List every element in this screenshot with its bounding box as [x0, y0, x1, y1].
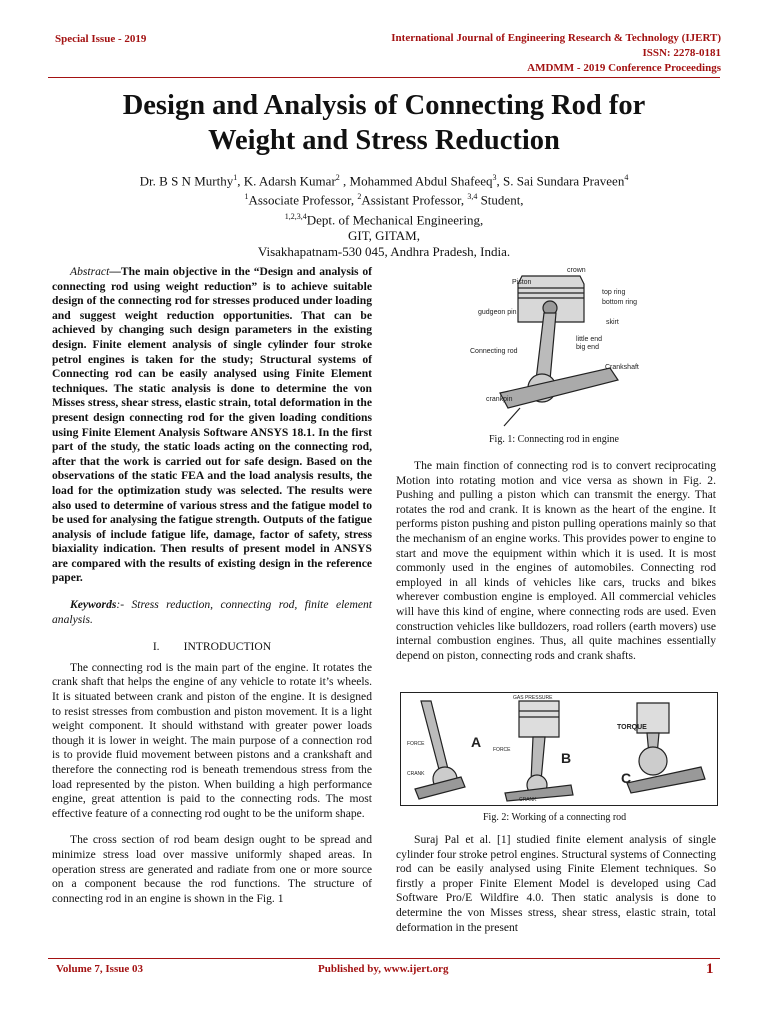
author-4-sup: 4 [624, 173, 629, 182]
fig2-label-torque: TORQUE [617, 724, 647, 731]
author-3-sup: 3 [492, 173, 497, 182]
fig2-b-piston [519, 701, 559, 737]
author-2: K. Adarsh Kumar [243, 173, 336, 189]
author-block [0, 170, 768, 260]
fig1-label-big-end: big end [576, 344, 599, 351]
author-roles: $^1$Associate Professor, $^2$Assistant Professor, $^{3,4}$ Student, [244, 192, 524, 208]
footer-page-number: 1 [706, 961, 714, 977]
author-city: Visakhapatnam-530 045, Andhra Pradesh, India. [257, 243, 511, 259]
fig1-crankpin [504, 408, 520, 426]
figure-1-caption: Fig. 1: Connecting rod in engine [489, 434, 619, 445]
fig2-label-gas: GAS PRESSURE [513, 695, 553, 701]
fig1-label-crown: crown [567, 267, 586, 274]
right-paragraph-2: Suraj Pal et al. [1] studied finite element analysis of single cylinder four stroke petrol engines. Structural systems of Connecting rod can be easily analysed using Finite Element techniques. So firstly a proper Finite Element Model is developed using Cad Software Pro/E Wildfire 4.0. Then static analysis is done to determine the von Misses stress, shear stress, elastic strain, total deformation in the present [396, 833, 716, 934]
figure-2-frame [400, 692, 718, 806]
fig2-label-force: FORCE [407, 741, 425, 747]
header-conference: AMDMM - 2019 Conference Proceedings [527, 62, 721, 74]
paper-title [0, 88, 768, 158]
fig1-label-crankpin: crankpin [486, 396, 513, 403]
fig1-label-conrod: Connecting rod [470, 348, 518, 355]
header-special-issue: Special Issue - 2019 [55, 33, 147, 45]
author-4: S. Sai Sundara Praveen [503, 173, 625, 189]
header-rule [48, 77, 720, 78]
fig2-label-a: A [471, 734, 482, 750]
left-column [52, 265, 372, 906]
fig1-rod [536, 313, 556, 380]
footer-rule [48, 958, 720, 959]
fig1-label-crankshaft: Crankshaft [605, 364, 639, 371]
fig2-label-c: C [621, 770, 632, 786]
title-line-1: Design and Analysis of Connecting Rod for [122, 90, 646, 121]
abstract-label: Abstract [70, 265, 110, 278]
fig1-label-gudgeon: gudgeon pin [478, 309, 517, 316]
section-title: INTRODUCTION [183, 640, 272, 654]
title-line-2: Weight and Stress Reduction [208, 125, 560, 156]
abstract [52, 265, 372, 586]
fig2-a-rod [421, 701, 449, 777]
fig1-label-top-ring: top ring [602, 289, 626, 296]
right-paragraph-1: The main finction of connecting rod is to convert reciprocating Motion into rotating motion and vice versa as shown in Fig. 2. Pushing and pulling a piston which can transmit the energy. That rotates the rod and crank. It is known as the heart of the engine. It performs piston pushing and piston pulling operations mainly so that the mechanism of an engine works. This provides power to engine to start and move the equipment within which it is used. It is most commonly used in the engines of automobiles. Connecting rod employed in all kinds of vehicles like cars, trucks and bikes wherever combustion engine is employed. All commercial vehicles will have this kind of engine, where connecting rods are used. Even construction vehicles like bulldozers, road rollers (earth movers) use internal combustion engines. Thus, all quite machines essentially depend on piston, connecting rods and crank shafts. [396, 459, 716, 662]
abstract-text: —The main objective in the “Design and analysis of connecting rod using weight reduction” is to achieve suitable design of the connecting rod for stresses produced under loading and suggest weight reduction opportunities. That can be achieved by changing such design parameters in the existing design. Finite element analysis of single cylinder four stroke petrol engines is taken for the study; Structural systems of Connecting rod can be easily analysed using Finite Element techniques. The static analysis is done to determine the von Misses stress, shear stress, elastic strain, total deformation in the present design connecting rod for the given loading conditions using Finite Element Analysis Software ANSYS 18.1. In the first part of the study, the static loads acting on the connecting rod, after that the work is carried out for safe design. Based on the observations of the static FEA and the load analysis results, the load for the optimization study was selected. The results were also used to determine of various stress and the fatigue model to be used for analysing the fatigue strength. Outputs of the fatigue analysis of include fatigue life, damage, factor of safety, stress biaxiality indication. Then results of present model in ANSYS are compared with the results of existing design in the reference paper. [52, 265, 372, 585]
keywords-label: Keywords [70, 598, 117, 612]
fig2-label-crank: CRANK [407, 771, 425, 777]
header-journal-info [391, 31, 721, 76]
fig2-label-force-2: FORCE [493, 747, 511, 753]
intro-paragraph-1: The connecting rod is the main part of the engine. It rotates the crank shaft that helps the engine of any vehicle to rotate it’s wheels. It is situated between crank and piston of the engine. It is designed to resist stresses from combustion and piston movement. It is a light weight component. It should withstand with greater power loads though it is lower in weight. The main purpose of a connection rod is to provide fluid movement between pistons and a crankshaft and therefore the connecting rod is beneath tremendous stress from the load represented by the piston. When building a high performance engine, great attention is paid to the connecting rods. The most effective feature of a connecting rod ought to be the uniform shape. [52, 660, 372, 820]
keywords [52, 598, 372, 627]
author-2-sup: 2 [335, 173, 340, 182]
section-number: I. [152, 640, 160, 654]
fig1-label-skirt: skirt [606, 319, 619, 326]
section-heading-intro [52, 640, 372, 655]
right-column-text-2 [396, 833, 716, 935]
fig1-crankshaft [500, 368, 618, 408]
fig1-label-piston: Piston [512, 279, 532, 286]
figure-1-connecting-rod-diagram [460, 258, 650, 428]
figure-2-caption: Fig. 2: Working of a connecting rod [483, 812, 627, 823]
author-1: Dr. B S N Murthy [139, 173, 234, 189]
footer-volume: Volume 7, Issue 03 [56, 963, 143, 975]
header-issn: ISSN: 2278-0181 [642, 47, 721, 59]
intro-paragraph-2: The cross section of rod beam design ought to be spread and minimize stress load over massive uniformly shaped areas. In operation stress are generated and radiate from one or more source on a component because the rod functions. The structure of connecting rod in an engine is shown in the Fig. 1 [52, 833, 372, 905]
keywords-text: :- Stress reduction, connecting rod, finite element analysis. [52, 598, 372, 626]
fig1-label-little-end: little end [576, 336, 603, 343]
author-1-sup: 1 [233, 173, 238, 182]
author-names: Dr. B S N Murthy$^1$, K. Adarsh Kumar$^2$ , Mohammed Abdul Shafeeq$^3$, S. Sai Sundara Praveen$^4$ [139, 173, 629, 189]
fig2-label-crank-2: CRANK [519, 797, 537, 803]
figure-2-working-diagram [401, 693, 717, 805]
fig1-label-bottom-ring: bottom ring [602, 299, 638, 306]
author-dept: $^{1,2,3,4}$Dept. of Mechanical Engineering, [284, 211, 484, 227]
header-journal-name: International Journal of Engineering Research & Technology (IJERT) [391, 32, 721, 44]
footer-publisher: Published by, www.ijert.org [318, 963, 449, 975]
author-institution: GIT, GITAM, [347, 227, 420, 243]
right-column-text-1 [396, 459, 716, 663]
fig2-label-b: B [561, 750, 572, 766]
author-3: Mohammed Abdul Shafeeq [349, 173, 493, 189]
